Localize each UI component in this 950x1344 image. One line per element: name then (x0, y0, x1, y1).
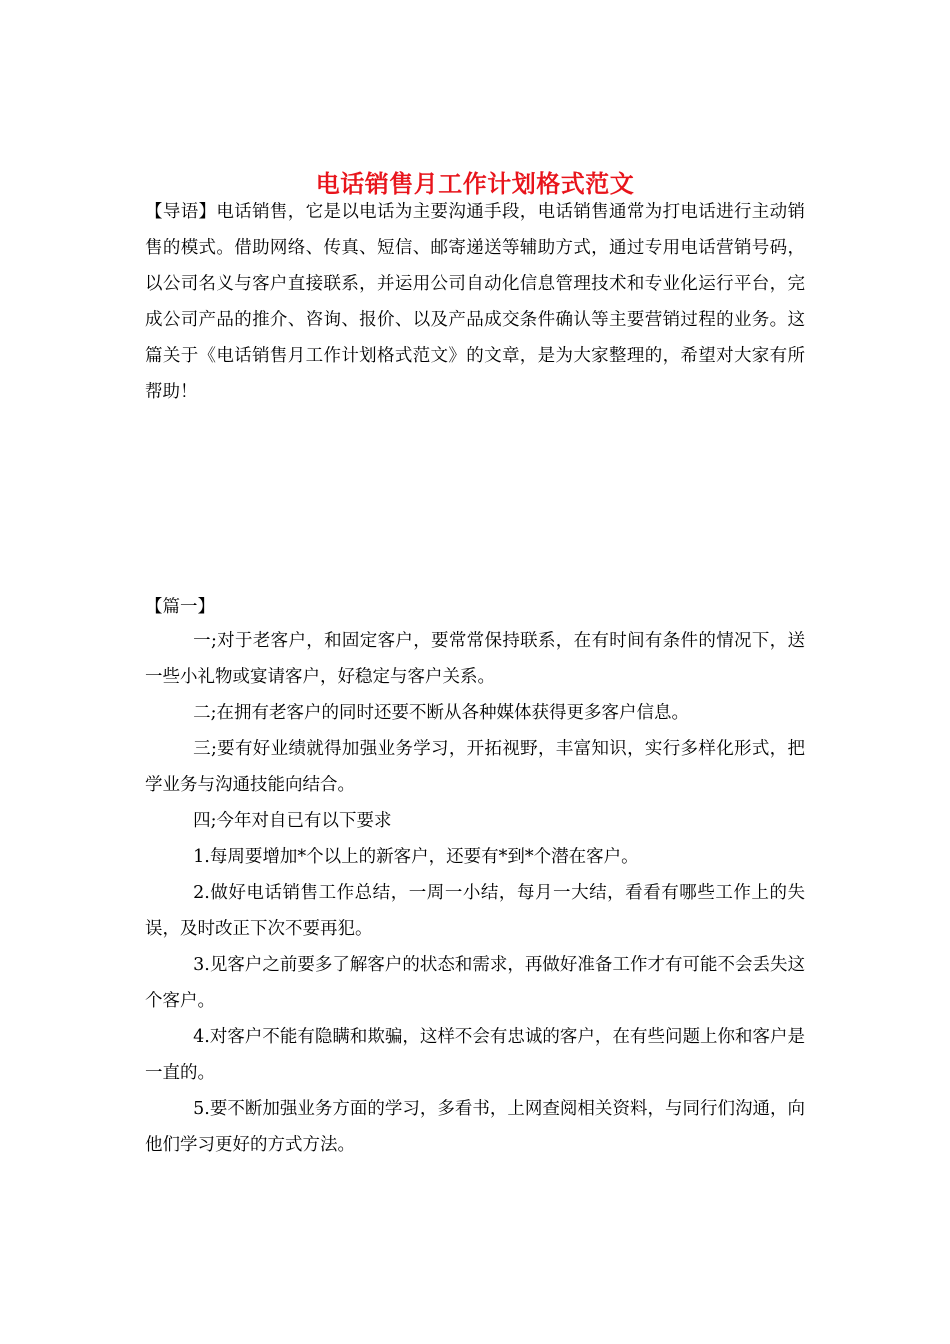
body-paragraph: 4.对客户不能有隐瞒和欺骗，这样不会有忠诚的客户，在有些问题上你和客户是一直的。 (145, 1027, 805, 1083)
body-paragraph: 3.见客户之前要多了解客户的状态和需求，再做好准备工作才有可能不会丢失这个客户。 (145, 955, 805, 1011)
body-paragraph: 1.每周要增加*个以上的新客户，还要有*到*个潜在客户。 (193, 847, 639, 867)
intro-paragraph: 【导语】电话销售，它是以电话为主要沟通手段，电话销售通常为打电话进行主动销售的模式。借助网络、传真、短信、邮寄递送等辅助方式，通过专用电话营销号码，以公司名义与客户直接联系，并运用公司自动化信息管理技术和专业化运行平台，完成公司产品的推介、咨询、报价、以及产品成交条件确认等主要营销过程的业务。这篇关于《电话销售月工作计划格式范文》的文章，是为大家整理的，希望对大家有所帮助！ (145, 202, 805, 402)
document-title: 电话销售月工作计划格式范文 (315, 169, 635, 199)
body-paragraph: 5.要不断加强业务方面的学习，多看书，上网查阅相关资料，与同行们沟通，向他们学习更好的方式方法。 (145, 1099, 805, 1155)
body-paragraph: 2.做好电话销售工作总结，一周一小结，每月一大结，看看有哪些工作上的失误，及时改正下次不要再犯。 (145, 883, 805, 939)
section-heading: 【篇一】 (145, 597, 215, 617)
body-paragraph: 二;在拥有老客户的同时还要不断从各种媒体获得更多客户信息。 (193, 703, 690, 723)
body-paragraph: 一;对于老客户，和固定客户，要常常保持联系，在有时间有条件的情况下，送一些小礼物或宴请客户，好稳定与客户关系。 (145, 631, 805, 687)
body-paragraph: 三;要有好业绩就得加强业务学习，开拓视野，丰富知识，实行多样化形式，把学业务与沟通技能向结合。 (145, 739, 805, 795)
section-body (145, 623, 805, 1163)
body-paragraph: 四;今年对自已有以下要求 (193, 811, 392, 831)
